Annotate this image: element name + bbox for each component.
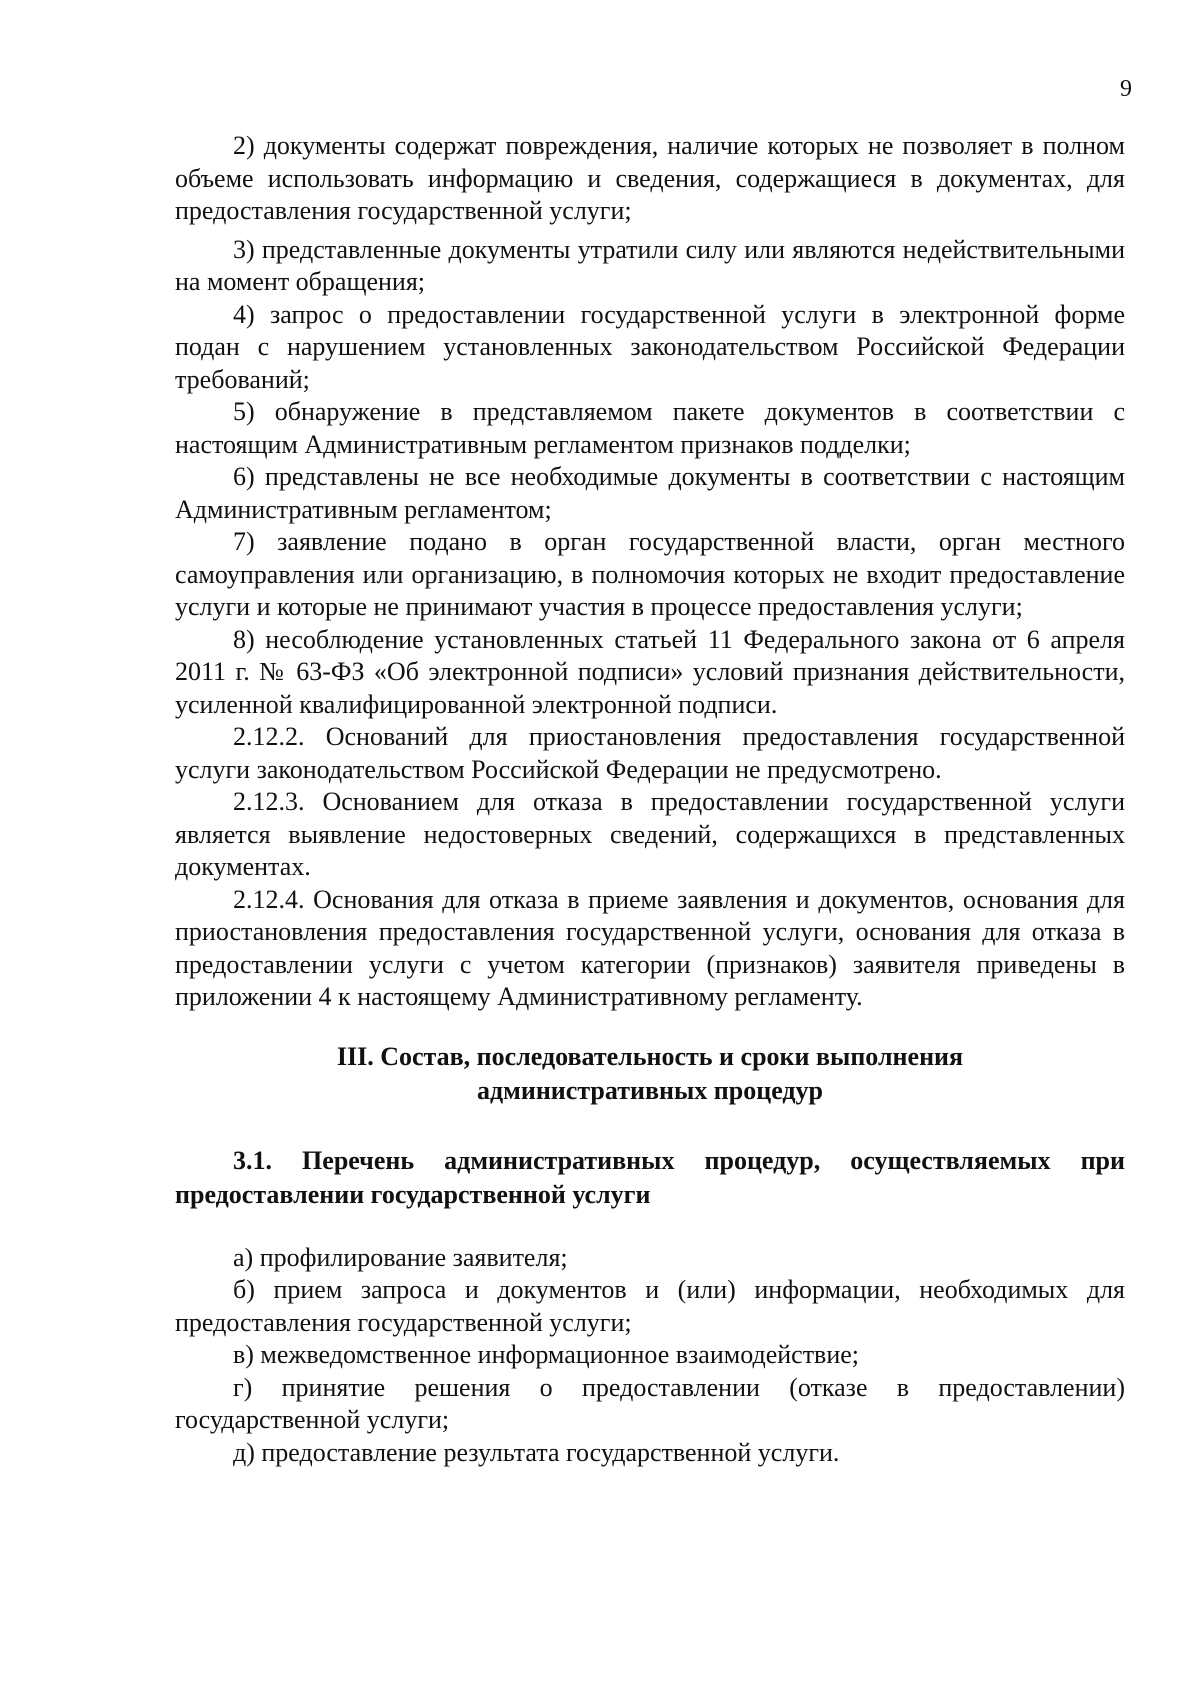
- paragraph-item-7: 7) заявление подано в орган государственной власти, орган местного самоуправления или организацию, в полномочия которых не входит предоставление услуги и которые не принимают участия в процессе предоставления услуги;: [175, 527, 1125, 621]
- section-heading: [175, 1040, 1125, 1108]
- procedure-list: [175, 1242, 1125, 1470]
- procedure-item-g: г) принятие решения о предоставлении (отказе в предоставлении) государственной услуги;: [175, 1372, 1125, 1434]
- procedure-item-a: а) профилирование заявителя;: [233, 1242, 568, 1272]
- section-heading-line-1: III. Состав, последовательность и сроки выполнения: [336, 1041, 964, 1071]
- paragraph-item-4: 4) запрос о предоставлении государственной услуги в электронной форме подан с нарушением установленных законодательством Российской Федерации требований;: [175, 299, 1125, 394]
- paragraph-item-2: 2) документы содержат повреждения, наличие которых не позволяет в полном объеме использовать информацию и сведения, содержащиеся в документах, для предоставления государственной услуги;: [175, 131, 1125, 225]
- subsection-heading: 3.1. Перечень административных процедур, осуществляемых при предоставлении государственной услуги: [175, 1145, 1125, 1209]
- paragraph-item-3: 3) представленные документы утратили силу или являются недействительными на момент обращения;: [175, 234, 1125, 296]
- paragraph-item-8: 8) несоблюдение установленных статьей 11 Федерального закона от 6 апреля 2011 г. № 63-ФЗ «Об электронной подписи» условий признания действительности, усиленной квалифицированной электронной подписи.: [175, 624, 1125, 719]
- paragraph-item-5: 5) обнаружение в представляемом пакете документов в соответствии с настоящим Административным регламентом признаков подделки;: [175, 397, 1125, 459]
- page-number: 9: [1120, 76, 1132, 102]
- procedure-item-b: б) прием запроса и документов и (или) информации, необходимых для предоставления государственной услуги;: [175, 1275, 1125, 1337]
- paragraph-2-12-2: 2.12.2. Оснований для приостановления предоставления государственной услуги законодательством Российской Федерации не предусмотрено.: [175, 722, 1125, 784]
- procedure-item-d: д) предоставление результата государственной услуги.: [233, 1437, 840, 1467]
- paragraph-2-12-4: 2.12.4. Основания для отказа в приеме заявления и документов, основания для приостановления предоставления государственной услуги, основания для отказа в предоставлении услуги с учетом категории (признаков) заявителя приведены в приложении 4 к настоящему Административному регламенту.: [175, 884, 1125, 1011]
- document-body: [175, 130, 1125, 1469]
- section-heading-line-2: административных процедур: [476, 1075, 824, 1105]
- procedure-item-v: в) межведомственное информационное взаимодействие;: [233, 1340, 860, 1369]
- paragraph-2-12-3: 2.12.3. Основанием для отказа в предоставлении государственной услуги является выявление недостоверных сведений, содержащихся в представленных документах.: [175, 787, 1125, 881]
- paragraph-item-6: 6) представлены не все необходимые документы в соответствии с настоящим Административным регламентом;: [175, 462, 1125, 524]
